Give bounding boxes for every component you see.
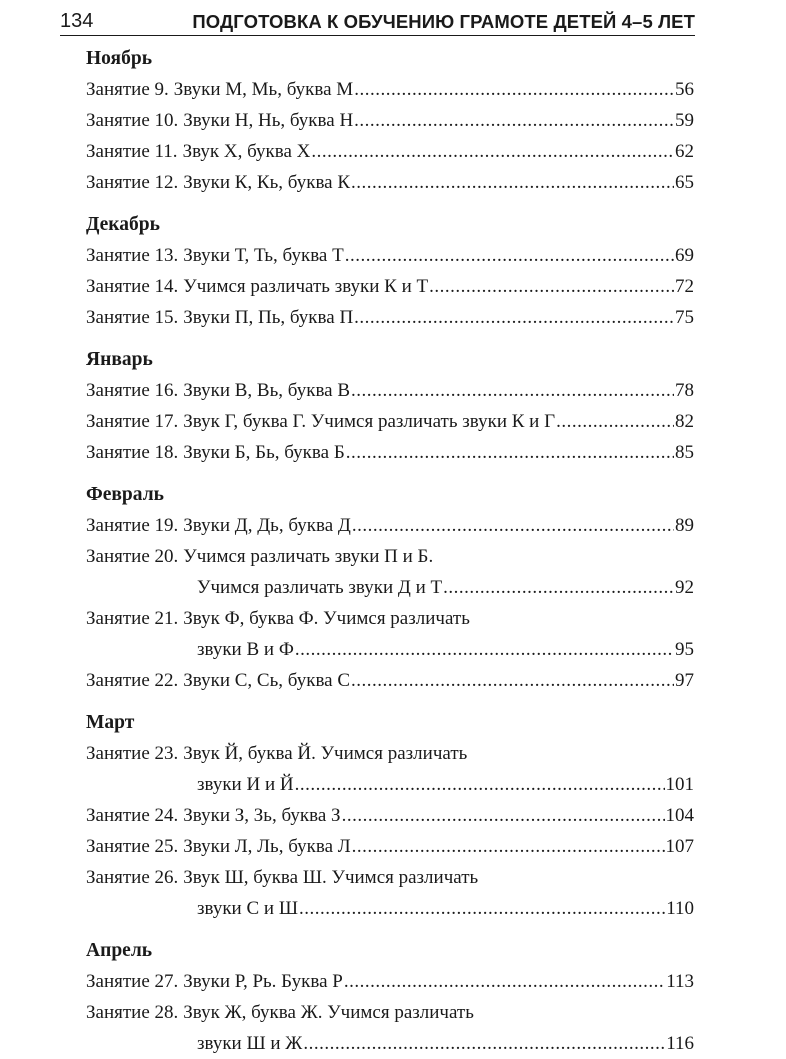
page-reference: 95 (675, 639, 694, 660)
lesson-number: Занятие 21. (86, 608, 179, 629)
lesson-title: Звук Х, буква Х (182, 141, 311, 162)
lesson-title: Звуки В, Вь, буква В (183, 380, 351, 401)
toc-entry[interactable] (86, 665, 694, 696)
dot-leader (346, 437, 674, 468)
dot-leader (429, 271, 674, 302)
page-reference: 107 (665, 836, 694, 857)
toc-entry-line (86, 105, 694, 136)
lesson-title: Звуки З, Зь, буква З (183, 805, 341, 826)
toc-entry[interactable] (86, 136, 694, 167)
lesson-title: Звуки П, Пь, буква П (183, 307, 354, 328)
page-reference: 113 (666, 971, 694, 992)
lesson-title: Звук Ж, буква Ж. Учимся различать (183, 1002, 474, 1023)
toc-entry[interactable] (86, 541, 694, 603)
lesson-number: Занятие 28. (86, 1002, 179, 1023)
toc-entry-line (86, 302, 694, 333)
toc-entry-continuation-line (86, 634, 694, 665)
dot-leader (311, 136, 674, 167)
month-heading: Апрель (86, 940, 153, 961)
lesson-title: звуки Ш и Ж (197, 1033, 303, 1054)
dot-leader (443, 572, 674, 603)
dot-leader (344, 966, 665, 997)
toc-entry-line (86, 541, 694, 572)
page-reference: 116 (666, 1033, 694, 1054)
lesson-number: Занятие 23. (86, 743, 179, 764)
lesson-title: звуки В и Ф (197, 639, 294, 660)
month-heading: Декабрь (86, 214, 160, 235)
dot-leader (352, 510, 674, 541)
toc-section (86, 936, 694, 1059)
month-heading: Ноябрь (86, 48, 153, 69)
page-reference: 110 (666, 898, 694, 919)
toc-entry[interactable] (86, 966, 694, 997)
toc-entry-line (86, 800, 694, 831)
toc-entry-line (86, 831, 694, 862)
toc-entry-line (86, 510, 694, 541)
page-reference: 89 (675, 515, 694, 536)
dot-leader (352, 831, 665, 862)
dot-leader (351, 665, 674, 696)
toc-entry-continuation-line (86, 572, 694, 603)
lesson-title: Звуки К, Кь, буква К (183, 172, 351, 193)
running-title: ПОДГОТОВКА К ОБУЧЕНИЮ ГРАМОТЕ ДЕТЕЙ 4–5 ЛЕТ (192, 10, 695, 32)
lesson-title: Звук Й, буква Й. Учимся различать (183, 743, 468, 764)
toc-entry-line (86, 437, 694, 468)
table-of-contents (86, 44, 694, 1059)
toc-entry-line (86, 240, 694, 271)
page-reference: 62 (675, 141, 694, 162)
toc-entry-line (86, 74, 694, 105)
toc-entry[interactable] (86, 74, 694, 105)
page-reference: 56 (675, 79, 694, 100)
toc-entry[interactable] (86, 302, 694, 333)
dot-leader (354, 105, 674, 136)
toc-entry-line (86, 406, 694, 437)
lesson-title: Звуки Л, Ль, буква Л (183, 836, 351, 857)
lesson-title: Звук Ш, буква Ш. Учимся различать (183, 867, 479, 888)
lesson-title: Учимся различать звуки П и Б. (183, 546, 434, 567)
toc-section (86, 708, 694, 924)
lesson-title: Звуки Б, Бь, буква Б (183, 442, 345, 463)
dot-leader (299, 893, 665, 924)
dot-leader (345, 240, 674, 271)
toc-entry-line (86, 167, 694, 198)
month-heading: Февраль (86, 484, 164, 505)
page-reference: 104 (665, 805, 694, 826)
toc-entry[interactable] (86, 271, 694, 302)
toc-entry-continuation-line (86, 893, 694, 924)
lesson-title: Учимся различать звуки К и Т (183, 276, 429, 297)
lesson-number: Занятие 12. (86, 172, 179, 193)
lesson-number: Занятие 10. (86, 110, 179, 131)
lesson-number: Занятие 19. (86, 515, 179, 536)
lesson-title: Звук Ф, буква Ф. Учимся различать (183, 608, 470, 629)
toc-entry[interactable] (86, 375, 694, 406)
toc-entry[interactable] (86, 997, 694, 1059)
page-number: 134 (60, 10, 94, 32)
toc-entry[interactable] (86, 510, 694, 541)
toc-section (86, 210, 694, 333)
lesson-number: Занятие 22. (86, 670, 179, 691)
toc-entry[interactable] (86, 105, 694, 136)
dot-leader (354, 74, 674, 105)
toc-entry[interactable] (86, 406, 694, 437)
lesson-title: звуки С и Ш (197, 898, 298, 919)
lesson-number: Занятие 15. (86, 307, 179, 328)
lesson-number: Занятие 20. (86, 546, 179, 567)
page-reference: 59 (675, 110, 694, 131)
toc-entry-line (86, 271, 694, 302)
toc-entry-line (86, 862, 694, 893)
toc-entry[interactable] (86, 240, 694, 271)
toc-entry-line (86, 997, 694, 1028)
toc-entry-continuation-line (86, 769, 694, 800)
toc-section (86, 44, 694, 198)
toc-entry-line (86, 966, 694, 997)
lesson-number: Занятие 24. (86, 805, 179, 826)
dot-leader (354, 302, 674, 333)
page-reference: 75 (675, 307, 694, 328)
lesson-number: Занятие 27. (86, 971, 179, 992)
lesson-number: Занятие 26. (86, 867, 179, 888)
page-reference: 78 (675, 380, 694, 401)
lesson-title: Звук Г, буква Г. Учимся различать звуки К и Г (183, 411, 556, 432)
lesson-title: Звуки Н, Нь, буква Н (183, 110, 354, 131)
toc-entry-line (86, 136, 694, 167)
lesson-title: Учимся различать звуки Д и Т (197, 577, 443, 598)
lesson-number: Занятие 25. (86, 836, 179, 857)
toc-entry[interactable] (86, 831, 694, 862)
dot-leader (351, 375, 674, 406)
toc-entry-line (86, 738, 694, 769)
page-reference: 97 (675, 670, 694, 691)
toc-entry[interactable] (86, 603, 694, 665)
dot-leader (295, 634, 674, 665)
dot-leader (556, 406, 674, 437)
lesson-title: Звуки М, Мь, буква М (173, 79, 354, 100)
month-heading: Январь (86, 349, 153, 370)
page-reference: 69 (675, 245, 694, 266)
dot-leader (295, 769, 665, 800)
toc-entry[interactable] (86, 800, 694, 831)
lesson-title: Звуки Д, Дь, буква Д (183, 515, 351, 536)
lesson-title: Звуки Р, Рь. Буква Р (183, 971, 343, 992)
lesson-number: Занятие 18. (86, 442, 179, 463)
dot-leader (303, 1028, 665, 1059)
toc-entry-continuation-line (86, 1028, 694, 1059)
page-reference: 82 (675, 411, 694, 432)
dot-leader (351, 167, 674, 198)
month-heading: Март (86, 712, 135, 733)
toc-entry-line (86, 665, 694, 696)
lesson-number: Занятие 9. (86, 79, 169, 100)
lesson-title: Звуки Т, Ть, буква Т (183, 245, 344, 266)
lesson-title: звуки И и Й (197, 774, 294, 795)
lesson-number: Занятие 17. (86, 411, 179, 432)
lesson-title: Звуки С, Сь, буква С (183, 670, 351, 691)
lesson-number: Занятие 14. (86, 276, 179, 297)
page-reference: 65 (675, 172, 694, 193)
page-reference: 101 (665, 774, 694, 795)
page-reference: 85 (675, 442, 694, 463)
lesson-number: Занятие 11. (86, 141, 178, 162)
toc-entry-line (86, 603, 694, 634)
dot-leader (342, 800, 665, 831)
toc-entry-line (86, 375, 694, 406)
toc-section (86, 345, 694, 468)
page-reference: 92 (675, 577, 694, 598)
toc-entry[interactable] (86, 167, 694, 198)
page-reference: 72 (675, 276, 694, 297)
toc-section (86, 480, 694, 696)
toc-entry[interactable] (86, 738, 694, 800)
lesson-number: Занятие 16. (86, 380, 179, 401)
lesson-number: Занятие 13. (86, 245, 179, 266)
toc-entry[interactable] (86, 437, 694, 468)
page-header (60, 4, 695, 36)
toc-entry[interactable] (86, 862, 694, 924)
